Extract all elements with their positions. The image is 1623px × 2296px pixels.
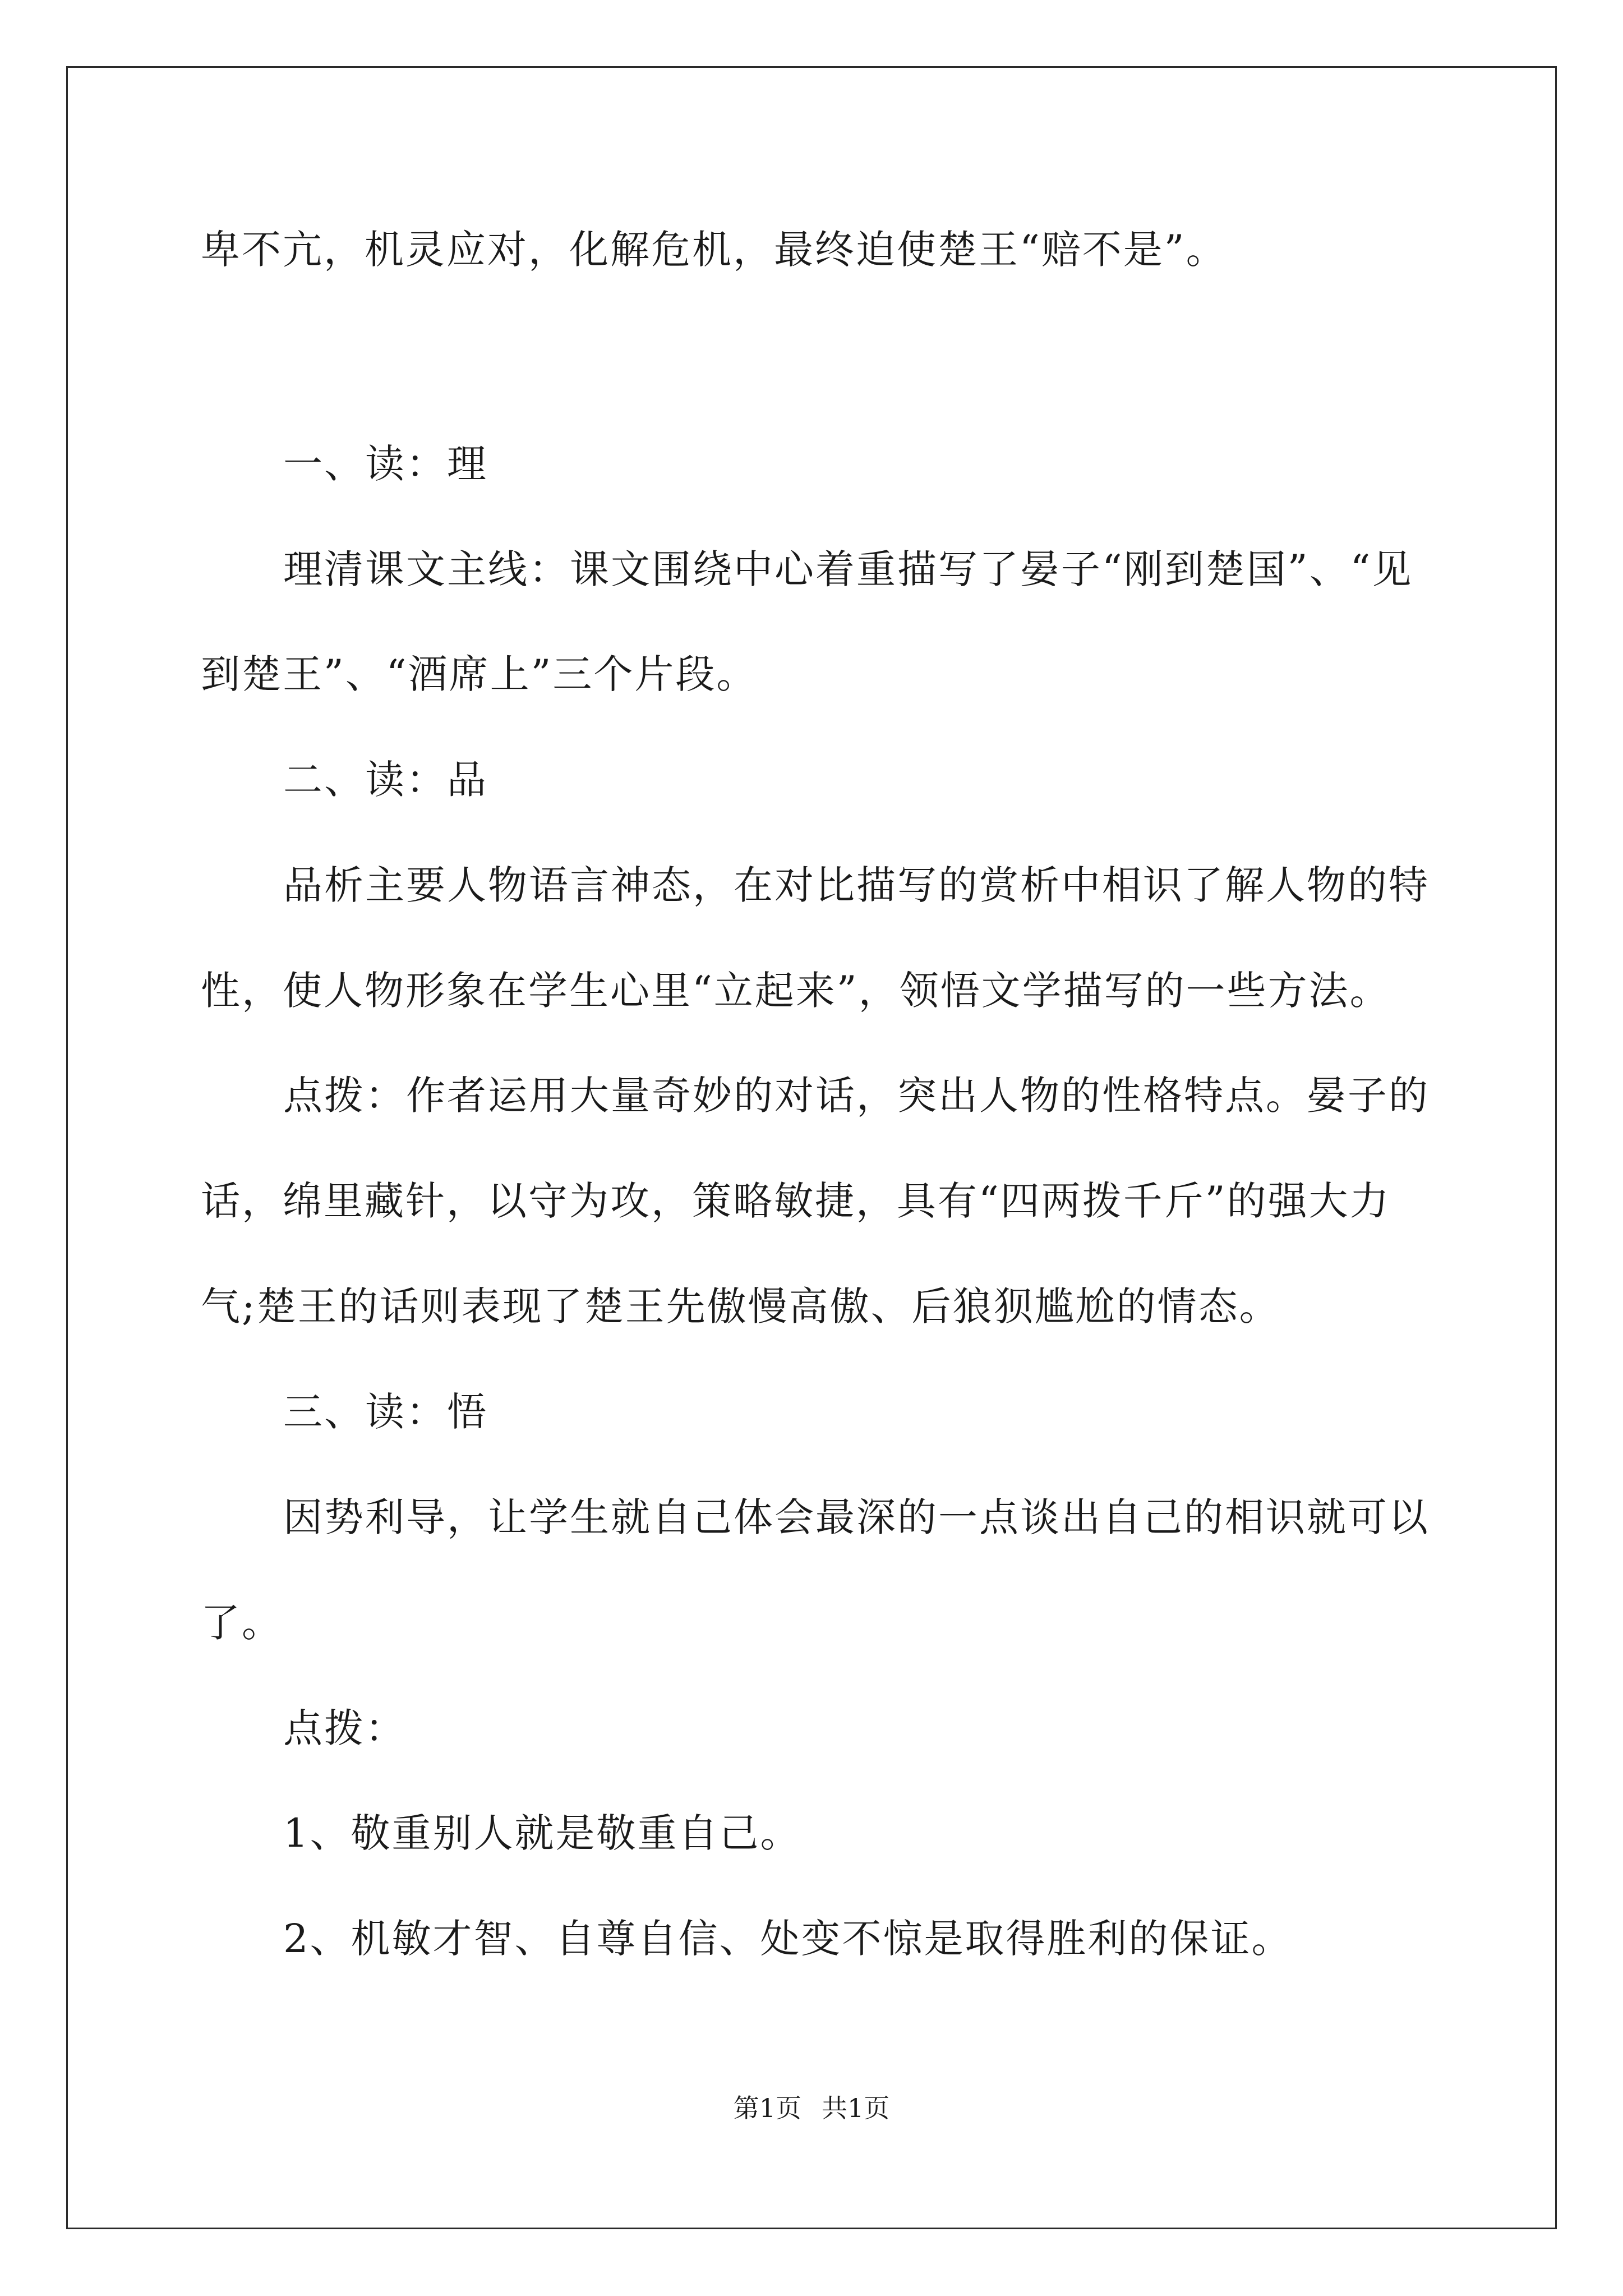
text-line: 话，绵里藏针，以守为攻，策略敏捷，具有“四两拨千斤”的强大力 — [201, 1178, 1391, 1224]
page-number: 第1页 — [733, 2093, 801, 2123]
section-heading: 三、读：悟 — [283, 1389, 488, 1435]
section-heading: 一、读：理 — [283, 441, 488, 487]
section-heading: 二、读：品 — [283, 757, 488, 803]
text-line: 因势利导，让学生就自己体会最深的一点谈出自己的相识就可以 — [283, 1494, 1430, 1540]
list-item: 1、敬重别人就是敬重自己。 — [283, 1810, 801, 1856]
text-line: 理清课文主线：课文围绕中心着重描写了晏子“刚到楚国”、“见 — [283, 546, 1413, 592]
page-border — [66, 66, 1557, 2229]
text-line: 了。 — [201, 1600, 283, 1646]
text-line: 卑不亢，机灵应对，化解危机，最终迫使楚王“赔不是”。 — [201, 227, 1227, 273]
text-line: 气;楚王的话则表现了楚王先傲慢高傲、后狼狈尴尬的情态。 — [201, 1283, 1280, 1329]
text-line: 到楚王”、“酒席上”三个片段。 — [201, 651, 758, 697]
text-line: 点拨： — [283, 1705, 406, 1751]
list-item: 2、机敏才智、自尊自信、处变不惊是取得胜利的保证。 — [283, 1916, 1293, 1962]
text-line: 点拨：作者运用大量奇妙的对话，突出人物的性格特点。晏子的 — [283, 1073, 1430, 1119]
page-footer — [0, 2095, 1623, 2121]
text-line: 品析主要人物语言神态，在对比描写的赏析中相识了解人物的特 — [283, 862, 1430, 908]
page-total: 共1页 — [822, 2093, 890, 2123]
text-line: 性，使人物形象在学生心里“立起来”，领悟文学描写的一些方法。 — [201, 968, 1391, 1014]
